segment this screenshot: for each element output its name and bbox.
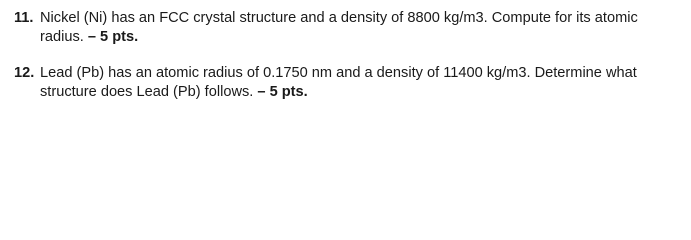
- question-number: 11.: [14, 10, 34, 26]
- question-12: [14, 64, 679, 102]
- question-text-block: [40, 64, 676, 102]
- question-11: [14, 9, 679, 47]
- question-number: 12.: [14, 65, 35, 81]
- question-points: – 5 pts.: [257, 84, 308, 100]
- question-body: Nickel (Ni) has an FCC crystal structure and a density of 8800 kg/m3. Compute for its atomic radius.: [40, 10, 638, 45]
- question-body: Lead (Pb) has an atomic radius of 0.1750 nm and a density of 11400 kg/m3. Determine what structure does Lead (Pb) follows.: [40, 65, 637, 100]
- question-text-block: [40, 9, 676, 47]
- question-points: – 5 pts.: [87, 29, 139, 45]
